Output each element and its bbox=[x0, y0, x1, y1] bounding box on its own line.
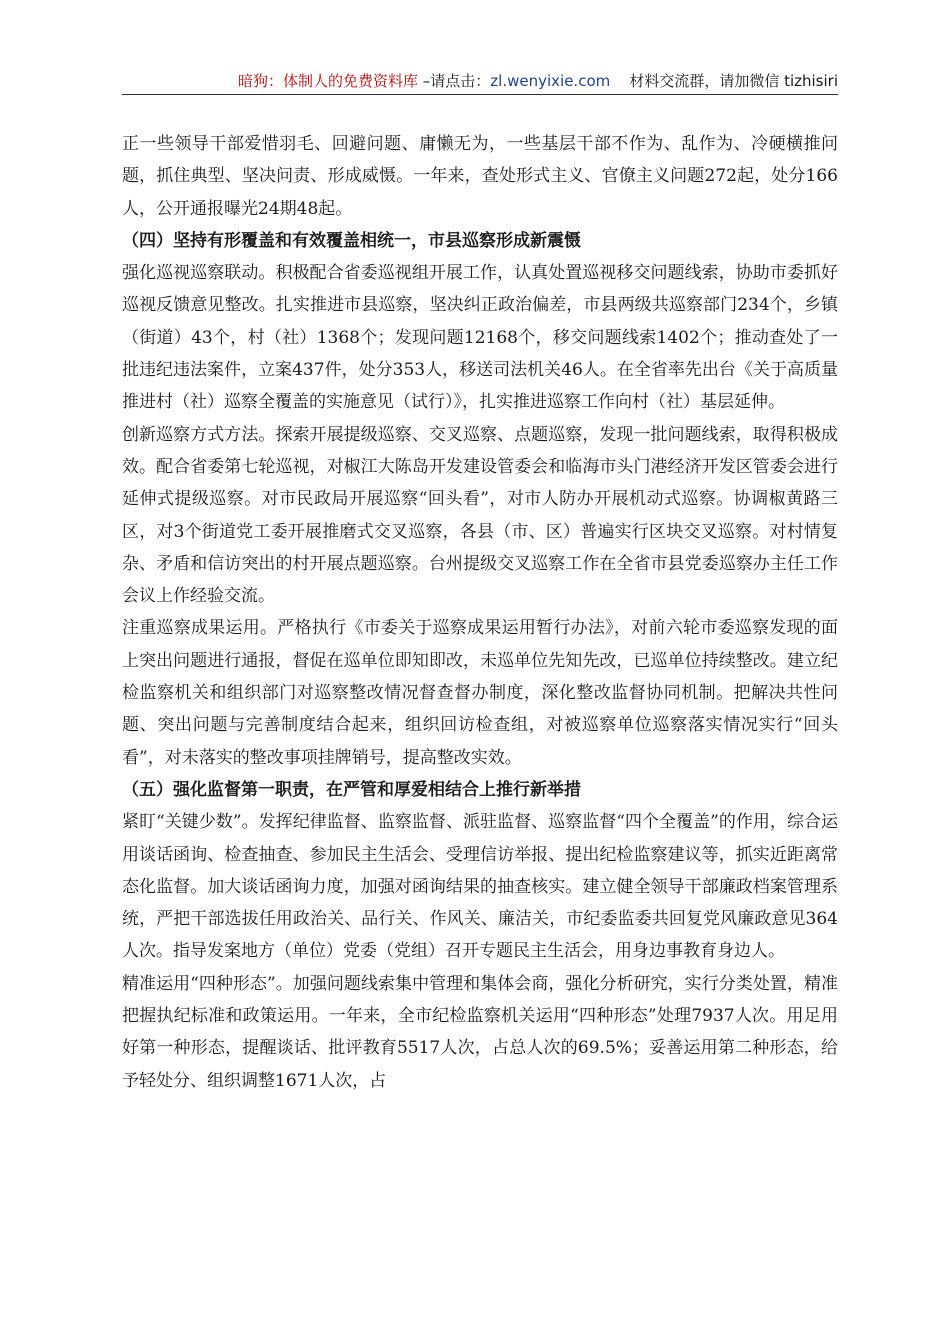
paragraph: 精准运用“四种形态”。加强问题线索集中管理和集体会商，强化分析研究，实行分类处置，精准把握执纪标准和政策运用。一年来，全市纪检监察机关运用“四种形态”处理7937人次。用足用好第一种形态，提醒谈话、批评教育5517人次，占总人次的69.5%；妥善运用第二种形态，给予轻处分、组织调整1671人次，占 bbox=[122, 973, 838, 1091]
document-body bbox=[122, 128, 838, 1097]
header-divider bbox=[122, 94, 838, 95]
header-url-link[interactable]: zl.wenyixie.com bbox=[490, 72, 611, 90]
paragraph: 强化巡视巡察联动。积极配合省委巡视组开展工作，认真处置巡视移交问题线索，协助市委抓好巡视反馈意见整改。扎实推进市县巡察，坚决纠正政治偏差，市县两级共巡察部门234个，乡镇（街道）43个，村（社）1368个；发现问题12168个，移交问题线索1402个；推动查处了一批违纪违法案件，立案437件，处分353人，移送司法机关46人。在全省率先出台《关于高质量推进村（社）巡察全覆盖的实施意见（试行）》，扎实推进巡察工作向村（社）基层延伸。 bbox=[122, 263, 838, 413]
section-heading: （五）强化监督第一职责，在严管和厚爱相结合上推行新举措 bbox=[122, 779, 581, 800]
header-click-prefix: –请点击： bbox=[418, 72, 491, 90]
page-header bbox=[122, 70, 838, 91]
section-heading: （四）坚持有形覆盖和有效覆盖相统一，市县巡察形成新震慑 bbox=[122, 230, 581, 251]
paragraph: 创新巡察方式方法。探索开展提级巡察、交叉巡察、点题巡察，发现一批问题线索，取得积极成效。配合省委第七轮巡视，对椒江大陈岛开发建设管委会和临海市头门港经济开发区管委会进行延伸式提级巡察。对市民政局开展巡察“回头看”，对市人防办开展机动式巡察。协调椒黄路三区，对3个街道党工委开展推磨式交叉巡察，各县（市、区）普遍实行区块交叉巡察。对村情复杂、矛盾和信访突出的村开展点题巡察。台州提级交叉巡察工作在全省市县党委巡察办主任工作会议上作经验交流。 bbox=[122, 424, 838, 607]
header-wechat: 材料交流群，请加微信 tizhisiri bbox=[629, 72, 838, 90]
paragraph: 紧盯“关键少数”。发挥纪律监督、监察监督、派驻监督、巡察监督“四个全覆盖”的作用，综合运用谈话函询、检查抽查、参加民主生活会、受理信访举报、提出纪检监察建议等，抓实近距离常态化监督。加大谈话函询力度，加强对函询结果的抽查核实。建立健全领导干部廉政档案管理系统，严把干部选拔任用政治关、品行关、作风关、廉洁关，市纪委监委共回复党风廉政意见364人次。指导发案地方（单位）党委（党组）召开专题民主生活会，用身边事教育身边人。 bbox=[122, 812, 838, 962]
paragraph: 注重巡察成果运用。严格执行《市委关于巡察成果运用暂行办法》，对前六轮市委巡察发现的面上突出问题进行通报，督促在巡单位即知即改，未巡单位先知先改，已巡单位持续整改。建立纪检监察机关和组织部门对巡察整改情况督查督办制度，深化整改监督协同机制。把解决共性问题、突出问题与完善制度结合起来，组织回访检查组，对被巡察单位巡察落实情况实行“回头看”，对未落实的整改事项挂牌销号，提高整改实效。 bbox=[122, 618, 838, 768]
header-brand: 暗狗：体制人的免费资料库 bbox=[238, 72, 419, 90]
paragraph: 正一些领导干部爱惜羽毛、回避问题、庸懒无为，一些基层干部不作为、乱作为、冷硬横推问题，抓住典型、坚决问责、形成威慑。一年来，查处形式主义、官僚主义问题272起，处分166人，公开通报曝光24期48起。 bbox=[122, 134, 838, 219]
